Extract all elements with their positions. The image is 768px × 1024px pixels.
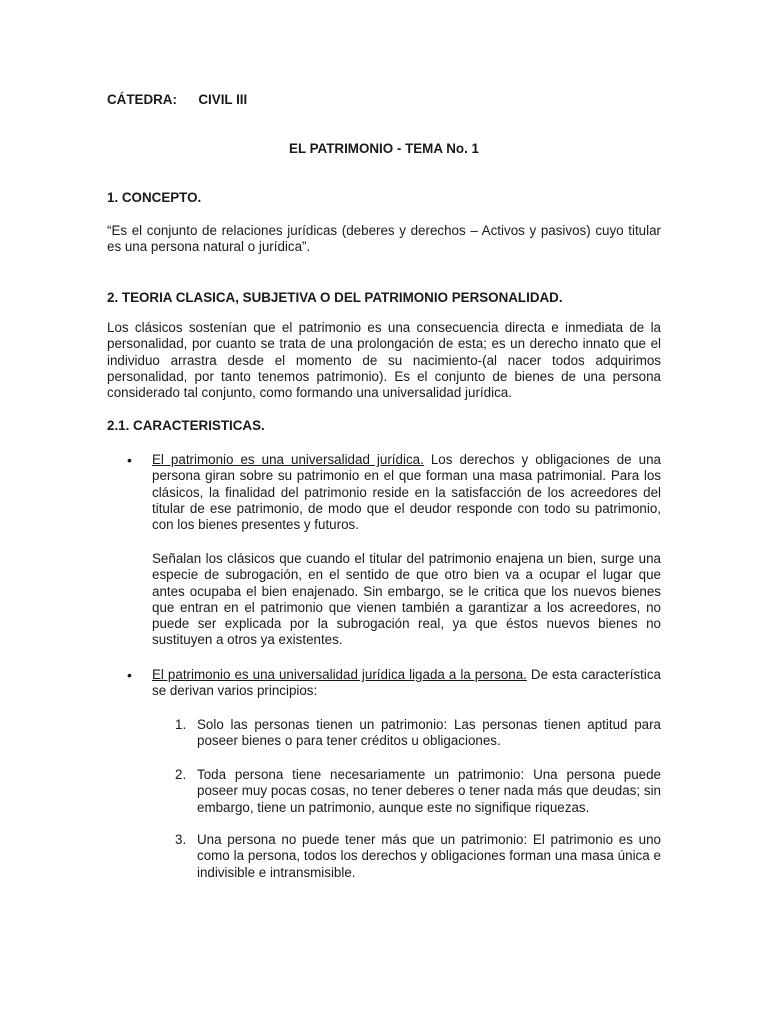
catedra-value: CIVIL III (198, 92, 248, 107)
bullet-1-underlined: El patrimonio es una universalidad jurídica. (152, 452, 424, 467)
bullet-2-underlined: El patrimonio es una universalidad jurídica ligada a la persona. (152, 667, 527, 682)
document-title: EL PATRIMONIO - TEMA No. 1 (289, 141, 479, 156)
principle-text: Toda persona tiene necesariamente un patrimonio: Una persona puede poseer muy pocas cosas, no tener deberes o tener nada más que deudas; sin embargo, tiene un patrimonio, aunque este no signifique riquezas. (197, 767, 661, 815)
bullet-1-text (152, 452, 661, 533)
bullet-2-rest: De esta característica se derivan varios principios: (152, 667, 662, 699)
section-2-text: Los clásicos sostenían que el patrimonio es una consecuencia directa e inmediata de la personalidad, por cuanto se trata de una prolongación de esta; es un derecho innato que el individuo arrastra desde el momento de su nacimiento-(al nacer todos adquirimos personalidad, por tanto tenemos patrimonio). Es el conjunto de bienes de una persona considerado tal conjunto, como formando una universalidad jurídica. (107, 320, 661, 401)
catedra-line (107, 92, 247, 108)
bullet-icon: • (127, 667, 132, 683)
section-1-heading: 1. CONCEPTO. (107, 190, 202, 205)
bullet-icon: • (127, 452, 132, 468)
section-2-heading: 2. TEORIA CLASICA, SUBJETIVA O DEL PATRIMONIO PERSONALIDAD. (107, 290, 563, 305)
principle-text: Solo las personas tienen un patrimonio: Las personas tienen aptitud para poseer bienes o para tener créditos u obligaciones. (197, 717, 661, 749)
principle-text: Una persona no puede tener más que un patrimonio: El patrimonio es uno como la persona, todos los derechos y obligaciones forman una masa única e indivisible e intransmisible. (197, 832, 661, 880)
principle-number: 1. (175, 717, 187, 732)
bullet-1-paragraph-2: Señalan los clásicos que cuando el titular del patrimonio enajena un bien, surge una especie de subrogación, en el sentido de que otro bien va a ocupar el lugar que antes ocupaba el bien enajenado. Sin embargo, se le critica que los nuevos bienes que entran en el patrimonio que vienen también a garantizar a los acreedores, no puede ser explicada por la subrogación real, ya que éstos nuevos bienes no sustituyen a otros ya existentes. (152, 551, 661, 648)
principle-number: 3. (175, 832, 187, 847)
bullet-2-text (152, 667, 661, 700)
section-2-1-heading: 2.1. CARACTERISTICAS. (107, 418, 265, 433)
section-1-text: “Es el conjunto de relaciones jurídicas (deberes y derechos – Activos y pasivos) cuyo titular es una persona natural o jurídica”. (107, 223, 661, 255)
bullet-1-rest: Los derechos y obligaciones de una persona giran sobre su patrimonio en el que forman una masa patrimonial. Para los clásicos, la finalidad del patrimonio reside en la satisfacción de los acreedores del titular de ese patrimonio, de modo que el deudor responde con todo su patrimonio, con los bienes presentes y futuros. (152, 452, 661, 533)
catedra-label: CÁTEDRA: (107, 92, 177, 107)
principle-number: 2. (175, 767, 187, 782)
